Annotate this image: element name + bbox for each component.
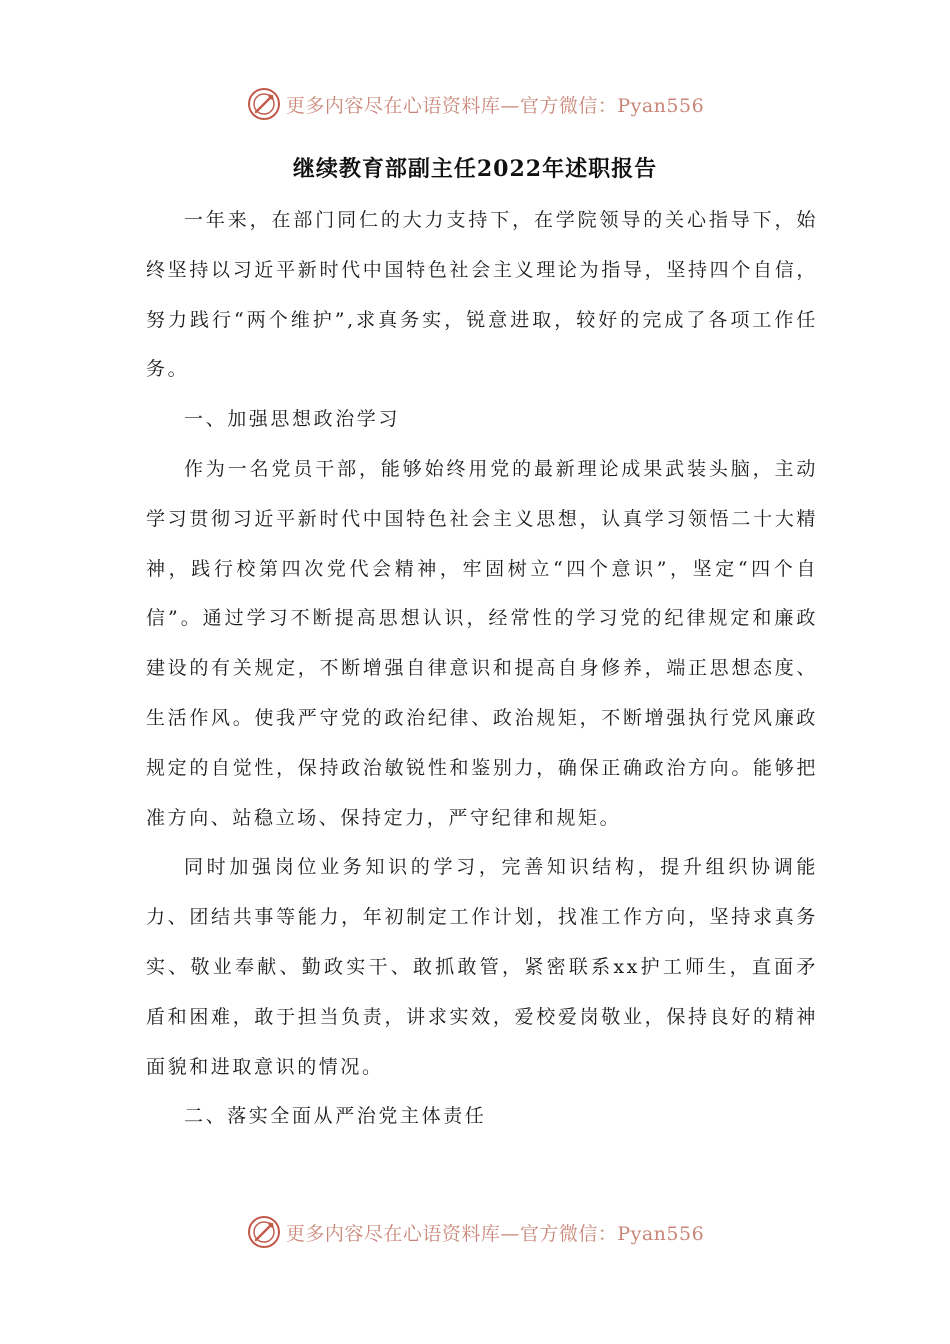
header-watermark [0,84,950,124]
seal-logo-icon [246,1214,282,1250]
paragraph-business: 同时加强岗位业务知识的学习，完善知识结构，提升组织协调能力、团结共事等能力，年初制定工作计划，找准工作方向，坚持求真务实、敬业奉献、勤政实干、敢抓敢管，紧密联系xx护工师生，直面矛盾和困难，敢于担当负责，讲求实效，爱校爱岗敬业，保持良好的精神面貌和进取意识的情况。 [146,856,818,1078]
document-body [146,196,818,1142]
section-heading-2: 二、落实全面从严治党主体责任 [184,1105,487,1128]
watermark-text: 更多内容尽在心语资料库—官方微信：Pyan556 [285,1222,705,1245]
document-title: 继续教育部副主任2022年述职报告 [292,156,658,182]
section-heading-1: 一、加强思想政治学习 [184,408,401,431]
paragraph-study: 作为一名党员干部，能够始终用党的最新理论成果武装头脑，主动学习贯彻习近平新时代中国特色社会主义思想，认真学习领悟二十大精神，践行校第四次党代会精神，牢固树立“四个意识”，坚定“四个自信”。通过学习不断提高思想认识，经常性的学习党的纪律规定和廉政建设的有关规定，不断增强自律意识和提高自身修养，端正思想态度、生活作风。使我严守党的政治纪律、政治规矩，不断增强执行党风廉政规定的自觉性，保持政治敏锐性和鉴别力，确保正确政治方向。能够把准方向、站稳立场、保持定力，严守纪律和规矩。 [146,457,818,829]
paragraph-intro: 一年来，在部门同仁的大力支持下，在学院领导的关心指导下，始终坚持以习近平新时代中国特色社会主义理论为指导，坚持四个自信，努力践行“两个维护”,求真务实，锐意进取，较好的完成了各项工作任务。 [146,209,818,381]
footer-watermark [0,1212,950,1252]
seal-logo-icon [246,86,282,122]
watermark-text: 更多内容尽在心语资料库—官方微信：Pyan556 [285,94,705,117]
